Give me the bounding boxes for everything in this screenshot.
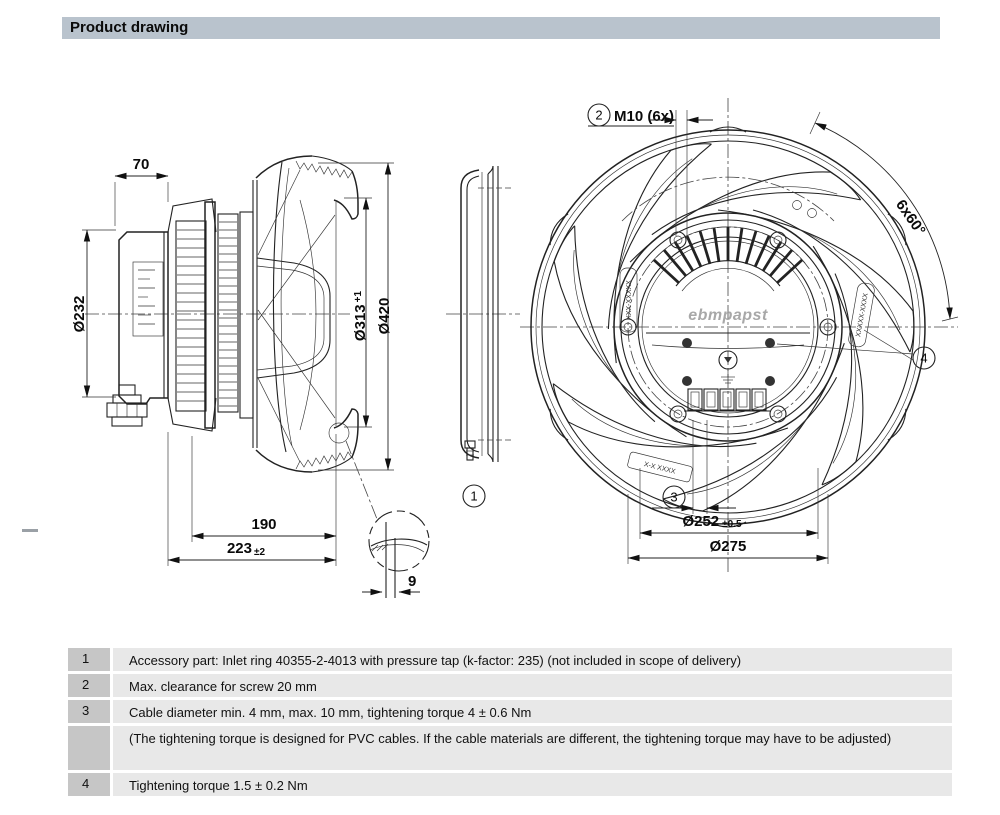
dim-223-tol: ±2 [253,547,266,558]
dim-313 [344,198,372,427]
side-view [71,156,429,598]
note-number: 3 [68,700,110,723]
dim-420-label: Ø420 [376,297,393,335]
front-view [510,98,958,572]
notes-table [68,648,952,799]
note-row-4 [68,726,952,770]
label-bottom [627,451,693,482]
note-row-3 [68,700,952,723]
dim-275-label: Ø275 [709,538,747,555]
svg-text:XXXXX-XXXX: XXXXX-XXXX [855,292,870,338]
callout-3-label: 3 [670,489,678,505]
svg-text:223±2 [227,540,266,558]
note-number: 1 [68,648,110,671]
flange-detail [329,423,429,598]
dim-190-label: 190 [251,516,277,533]
dim-252 [640,468,818,539]
dim-6x60 [810,112,958,321]
dim-313-tol: +1 [353,290,364,303]
callout-4-label: 4 [920,350,928,366]
dim-252-tol: ±0.5 [722,519,742,530]
note-text: Tightening torque 1.5 ± 0.2 Nm [113,773,952,796]
dim-223-label: 223 [226,540,252,557]
svg-text:Ø252±0.5 [682,513,742,530]
brand-logo: ebmpapst [688,307,768,324]
note-text: Cable diameter min. 4 mm, max. 10 mm, tightening torque 4 ± 0.6 Nm [113,700,952,723]
note-row-1 [68,648,952,671]
note-text: Accessory part: Inlet ring 40355-2-4013 with pressure tap (k-factor: 235) (not included in scope of delivery) [113,648,952,671]
page-title: Product drawing [70,19,189,36]
note-row-2 [68,674,952,697]
pressure-tap [465,441,475,460]
note-row-5 [68,773,952,796]
cable-gland [107,385,147,426]
callout-1-label: 1 [470,488,478,504]
dim-232 [71,230,116,397]
dim-9-label: 9 [408,573,417,590]
dim-223 [168,432,336,566]
inlet-ring-view [446,166,520,507]
dim-252-label: Ø252 [682,513,720,530]
dim-232-label: Ø232 [71,295,88,333]
svg-text:X-X XXXX: X-X XXXX [643,461,677,476]
note-text: (The tightening torque is designed for PVC cables. If the cable materials are different, the tightening torque may have to be adjusted) [113,726,952,770]
svg-text:XXX-XXXXX: XXX-XXXXX [626,280,633,320]
note-number [68,726,110,770]
note-number: 4 [68,773,110,796]
note-number: 2 [68,674,110,697]
callout-2-label: 2 [595,107,603,123]
dim-70-label: 70 [132,156,150,173]
dim-70 [115,156,168,226]
m10-label: M10 (6x) [614,108,675,125]
dim-313-label: Ø313 [352,304,369,342]
dim-m10 [588,104,713,236]
angle-label: 6x60° [892,196,929,239]
note-text: Max. clearance for screw 20 mm [113,674,952,697]
